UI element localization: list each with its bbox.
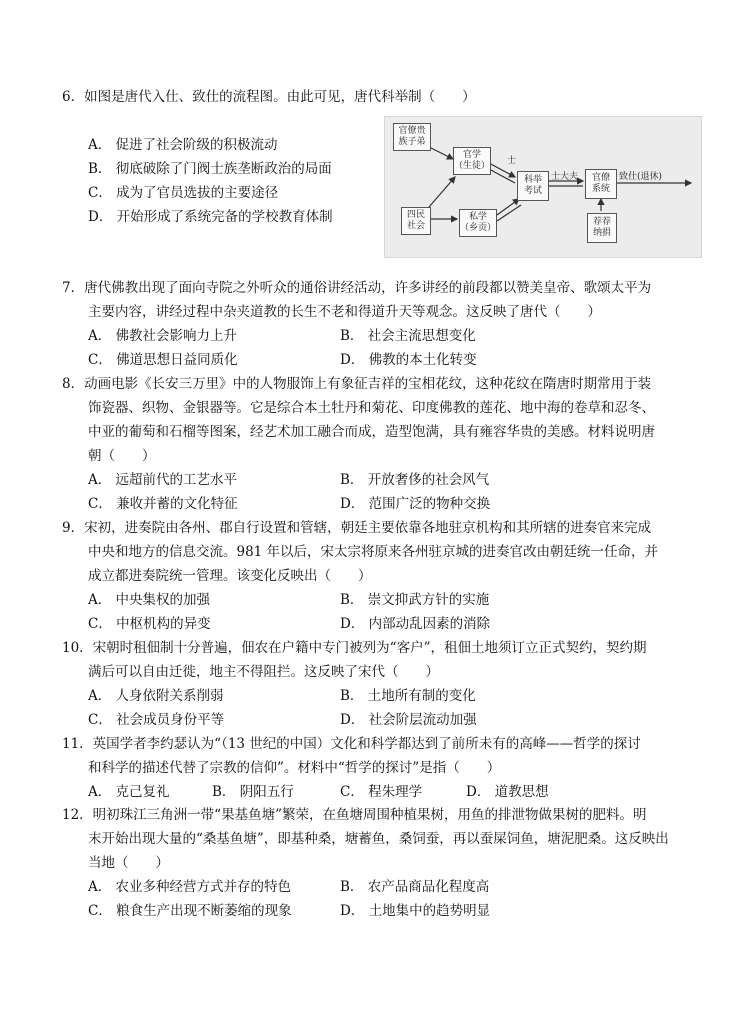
- q11-stem-line-1: 11．英国学者李约瑟认为“（13 世纪的中国）文化和科学都达到了前所未有的高峰——哲学的探讨: [62, 736, 641, 752]
- q12-stem-line-3: 当地（ ）: [88, 855, 169, 871]
- label-zhishi: 致仕(退休): [619, 172, 663, 182]
- q7-option-a: A． 佛教社会影响力上升: [88, 328, 238, 344]
- box-simin: [401, 207, 431, 235]
- box-simin-line1: 四民: [406, 210, 425, 220]
- box-jianju-line2: 纳捐: [592, 228, 611, 238]
- q10-option-b: B． 土地所有制的变化: [340, 688, 476, 704]
- q6-option-c: C． 成为了官员选拔的主要途径: [88, 185, 279, 201]
- q10-option-c: C． 社会成员身份平等: [88, 712, 225, 728]
- box-elite-children-line2: 族子弟: [398, 137, 426, 147]
- box-sixue: [459, 209, 497, 237]
- q11-option-c: C． 程朱理学: [340, 784, 423, 800]
- q9-option-d: D． 内部动乱因素的消除: [340, 616, 491, 632]
- q11-option-b: B． 阴阳五行: [212, 784, 294, 800]
- q10-stem-line-1: 10．宋朝时租佃制十分普遍，佃农在户籍中专门被列为“客户”，租佃土地须订立正式契约，契约期: [62, 640, 647, 656]
- q11-option-d: D． 道教思想: [466, 784, 549, 800]
- box-guanxue: [453, 147, 491, 175]
- q9-stem-line-3: 成立都进奏院统一管理。该变化反映出（ ）: [88, 568, 372, 584]
- box-bureaucracy-line2: 系统: [591, 184, 610, 194]
- q7-stem-line-1: 7．唐代佛教出现了面向寺院之外听众的通俗讲经活动，许多讲经的前段都以赞美皇帝、歌颂太平为: [62, 280, 652, 296]
- q8-option-d: D． 范围广泛的物种交换: [340, 496, 491, 512]
- q12-option-a: A． 农业多种经营方式并存的特色: [88, 879, 292, 895]
- q10-option-a: A． 人身依附关系削弱: [88, 688, 224, 704]
- q12-option-c: C． 粮食生产出现不断萎缩的现象: [88, 903, 292, 919]
- q11-stem-line-2: 和科学的描述代替了宗教的信仰”。材料中“哲学的探讨”是指（ ）: [88, 760, 501, 776]
- q12-stem-line-2: 末开始出现大量的“桑基鱼塘”，即基种桑，塘蓄鱼，桑饲蚕，再以蚕屎饲鱼，塘泥肥桑。这反映出: [88, 831, 669, 847]
- arrow-elite-to-guanxue: [429, 147, 453, 159]
- q9-stem-line-2: 中央和地方的信息交流。981 年以后，宋太宗将原来各州驻京城的进奏官改由朝廷统一任命，并: [88, 544, 659, 560]
- q12-stem-line-1: 12．明初珠江三角洲一带“果基鱼塘”繁荣，在鱼塘周围种植果树，用鱼的排泄物做果树的肥料。明: [62, 807, 647, 823]
- q8-option-c: C． 兼收并蓄的文化特征: [88, 496, 238, 512]
- box-bureaucracy-line1: 官僚: [591, 173, 610, 183]
- q9-stem-line-1: 9．宋初，进奏院由各州、郡自行设置和管辖，朝廷主要依靠各地驻京机构和其所辖的进奏官来完成: [62, 520, 652, 536]
- q9-option-b: B． 崇文抑武方针的实施: [340, 592, 490, 608]
- q6-option-b: B． 彻底破除了门阀士族垄断政治的局面: [88, 161, 332, 177]
- box-guanxue-line2: （生徒）: [454, 161, 491, 171]
- box-keju-line2: 考试: [523, 186, 542, 196]
- box-sixue-line1: 私学: [468, 212, 487, 222]
- flowchart-diagram: [384, 116, 702, 258]
- box-simin-line2: 社会: [406, 221, 425, 231]
- q7-option-c: C． 佛道思想日益同质化: [88, 352, 238, 368]
- q8-stem-line-4: 朝（ ）: [88, 448, 156, 464]
- arrow-simin-to-guanxue: [429, 177, 455, 207]
- box-bureaucracy: [585, 169, 617, 199]
- box-jianju: [587, 213, 617, 243]
- q8-option-b: B． 开放奢侈的社会风气: [340, 472, 490, 488]
- label-shidafu: 士大夫: [551, 172, 579, 182]
- box-jianju-line1: 荐荐: [592, 217, 611, 227]
- q8-option-a: A． 远超前代的工艺水平: [88, 472, 238, 488]
- arrow-sixue-to-keju-1: [497, 199, 519, 215]
- q9-option-c: C． 中枢机构的异变: [88, 616, 211, 632]
- q6-option-d: D． 开始形成了系统完备的学校教育体制: [88, 209, 333, 225]
- q10-option-d: D． 社会阶层流动加强: [340, 712, 477, 728]
- q6-option-a: A． 促进了社会阶级的积极流动: [88, 137, 278, 153]
- box-keju: [517, 171, 549, 201]
- box-keju-line1: 科举: [523, 175, 542, 185]
- box-guanxue-line1: 官学: [462, 150, 481, 160]
- q8-stem-line-2: 饰瓷器、织物、金银器等。它是综合本土牡丹和菊花、印度佛教的莲花、地中海的卷草和忍冬、: [88, 400, 655, 416]
- arrow-guanxue-to-keju-2: [489, 169, 515, 183]
- q10-stem-line-2: 满后可以自由迁徙，地主不得阻拦。这反映了宋代（ ）: [88, 664, 439, 680]
- q8-stem-line-3: 中亚的葡萄和石榴等图案，经艺术加工融合而成，造型饱满，具有雍容华贵的美感。材料说明唐: [88, 424, 655, 440]
- q12-option-d: D． 土地集中的趋势明显: [340, 903, 491, 919]
- q6-stem: 6．如图是唐代入仕、致仕的流程图。由此可见，唐代科举制（ ）: [62, 89, 476, 105]
- label-shi: 士: [507, 156, 517, 166]
- q7-stem-line-2: 主要内容，讲经过程中杂夹道教的长生不老和得道升天等观念。这反映了唐代（ ）: [88, 304, 601, 320]
- q9-option-a: A． 中央集权的加强: [88, 592, 211, 608]
- box-sixue-line2: （乡贡）: [460, 223, 497, 233]
- q7-option-d: D． 佛教的本土化转变: [340, 352, 477, 368]
- box-elite-children: [393, 123, 431, 151]
- q11-option-a: A． 克己复礼: [88, 784, 170, 800]
- q7-option-b: B． 社会主流思想变化: [340, 328, 476, 344]
- q8-stem-line-1: 8．动画电影《长安三万里》中的人物服饰上有象征吉祥的宝相花纹，这种花纹在隋唐时期常用于装: [62, 376, 652, 392]
- q12-option-b: B． 农产品商品化程度高: [340, 879, 490, 895]
- box-elite-children-line1: 官僚贵: [398, 126, 426, 136]
